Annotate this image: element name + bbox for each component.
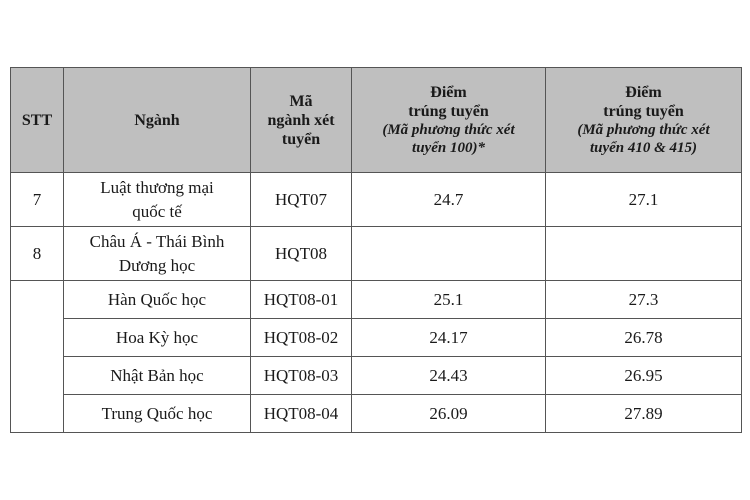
cell-diem-410-415: 26.78 bbox=[546, 319, 742, 357]
cell-stt: 8 bbox=[11, 227, 64, 281]
header-stt: STT bbox=[11, 68, 64, 173]
cell-diem-100 bbox=[352, 227, 546, 281]
cell-stt-merged bbox=[11, 281, 64, 433]
cell-diem-410-415: 27.89 bbox=[546, 395, 742, 433]
cell-nganh bbox=[64, 173, 251, 227]
cell-diem-100: 25.1 bbox=[352, 281, 546, 319]
cell-nganh: Trung Quốc học bbox=[64, 395, 251, 433]
table-row bbox=[11, 173, 742, 227]
table-row bbox=[11, 227, 742, 281]
cell-ma: HQT08-01 bbox=[251, 281, 352, 319]
cell-diem-100: 26.09 bbox=[352, 395, 546, 433]
table-row bbox=[11, 281, 742, 319]
cell-nganh-line1: Châu Á - Thái Bình bbox=[89, 231, 225, 251]
cell-diem-410-415 bbox=[546, 227, 742, 281]
table-row bbox=[11, 357, 742, 395]
cell-ma: HQT07 bbox=[251, 173, 352, 227]
table-row bbox=[11, 319, 742, 357]
cell-nganh bbox=[64, 227, 251, 281]
cell-diem-100: 24.43 bbox=[352, 357, 546, 395]
header-diem-410-line1: Điểm bbox=[625, 84, 662, 101]
cell-nganh-line2: quốc tế bbox=[132, 201, 182, 221]
cell-ma: HQT08-04 bbox=[251, 395, 352, 433]
cell-nganh: Hoa Kỳ học bbox=[64, 319, 251, 357]
header-diem-100-sub2: tuyển 100)* bbox=[412, 140, 485, 156]
cell-diem-100: 24.7 bbox=[352, 173, 546, 227]
header-ma-line1: Mã bbox=[289, 92, 313, 110]
header-ma-line2: ngành xét bbox=[267, 111, 335, 129]
cell-nganh: Nhật Bản học bbox=[64, 357, 251, 395]
cell-diem-100: 24.17 bbox=[352, 319, 546, 357]
header-nganh: Ngành bbox=[64, 68, 251, 173]
header-ma-nganh bbox=[251, 68, 352, 173]
cell-ma: HQT08 bbox=[251, 227, 352, 281]
cell-diem-410-415: 27.3 bbox=[546, 281, 742, 319]
cell-nganh: Hàn Quốc học bbox=[64, 281, 251, 319]
header-ma-line3: tuyển bbox=[281, 130, 321, 148]
header-row bbox=[11, 68, 742, 173]
header-diem-410-sub1: (Mã phương thức xét bbox=[577, 122, 710, 138]
cell-nganh-line1: Luật thương mại bbox=[100, 177, 214, 197]
cell-diem-410-415: 26.95 bbox=[546, 357, 742, 395]
cell-diem-410-415: 27.1 bbox=[546, 173, 742, 227]
header-diem-100-line2: trúng tuyển bbox=[408, 103, 489, 120]
cell-ma: HQT08-03 bbox=[251, 357, 352, 395]
header-diem-410-line2: trúng tuyển bbox=[603, 103, 684, 120]
header-diem-100 bbox=[352, 68, 546, 173]
admission-scores-table-container bbox=[10, 67, 742, 433]
header-diem-410-sub2: tuyển 410 & 415) bbox=[589, 140, 698, 156]
header-diem-100-sub1: (Mã phương thức xét bbox=[382, 122, 515, 138]
cell-stt: 7 bbox=[11, 173, 64, 227]
cell-ma: HQT08-02 bbox=[251, 319, 352, 357]
header-diem-100-line1: Điểm bbox=[430, 84, 467, 101]
admission-scores-table bbox=[10, 67, 742, 433]
table-row bbox=[11, 395, 742, 433]
cell-nganh-line2: Dương học bbox=[118, 255, 196, 275]
header-diem-410-415 bbox=[546, 68, 742, 173]
